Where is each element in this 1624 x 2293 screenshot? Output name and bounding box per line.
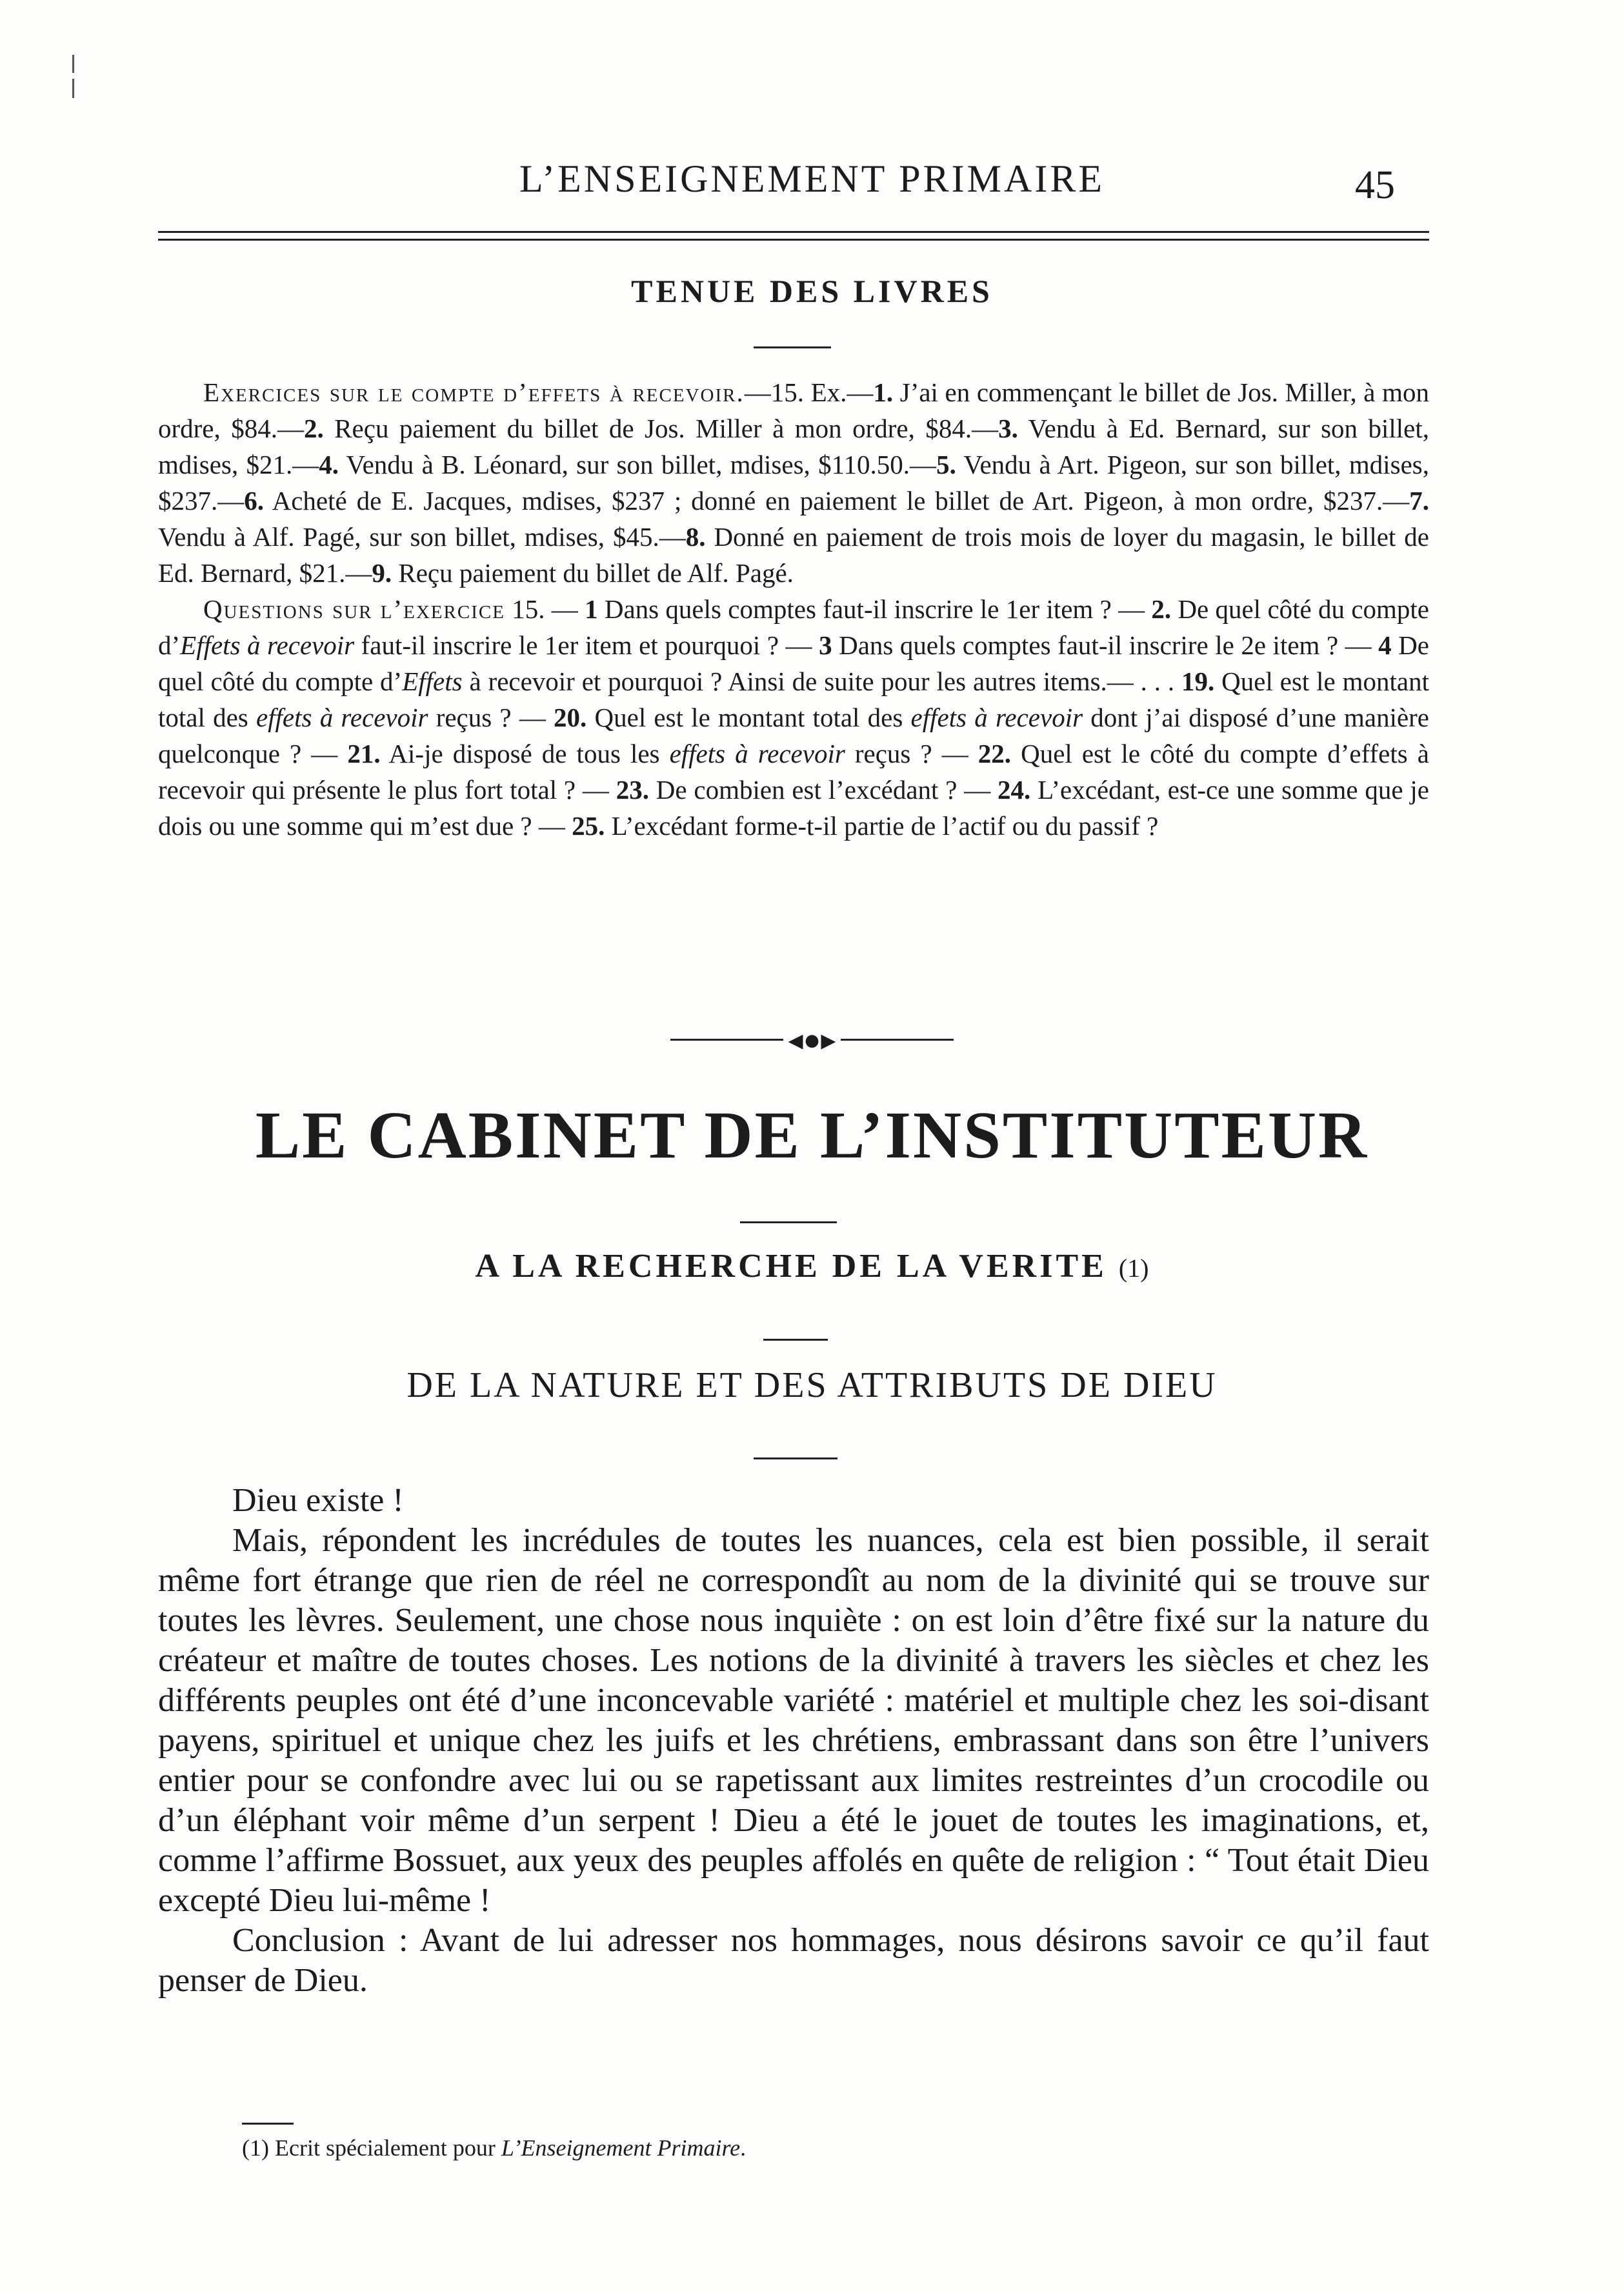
article-body [158, 1481, 1429, 2001]
questions-lead: Questions sur l’exercice [203, 594, 505, 624]
exercise-block [158, 374, 1429, 844]
ornament-mark: ◂●▸ [788, 1023, 836, 1057]
sub-sub-heading: DE LA NATURE ET DES ATTRIBUTS DE DIEU [406, 1365, 1218, 1405]
body-paragraph: Dieu existe ! [232, 1482, 404, 1519]
page-number: 45 [1355, 163, 1395, 207]
question-number: 22. [977, 739, 1012, 768]
header-rule-top [158, 231, 1429, 233]
scan-mark [72, 79, 74, 98]
main-title: LE CABINET DE L’INSTITUTEUR [255, 1098, 1369, 1172]
item-number: 2. [303, 414, 324, 443]
header-rule-bottom [158, 239, 1429, 241]
footnote-source: L’Enseignement Primaire [501, 2135, 741, 2161]
footnote-mark: (1) [242, 2135, 269, 2161]
question-number: 20. [554, 703, 587, 732]
item-number: 3. [998, 414, 1018, 443]
item-number: 9. [372, 558, 392, 588]
item-number: 8. [685, 522, 706, 552]
question-number: 25. [572, 811, 605, 841]
running-title: L’ENSEIGNEMENT PRIMAIRE [519, 157, 1105, 200]
question-number: 24. [997, 775, 1031, 805]
question-number: 19. [1181, 666, 1215, 696]
title-divider [740, 1221, 837, 1223]
section-divider [754, 346, 831, 348]
questions-paragraph: Questions sur l’exercice 15. — 1 Dans quels comptes faut-il inscrire le 1er item ? — 2. De quel côté du compte d’Effets à recevoir faut-il inscrire le 1er item et pourquoi ? — 3 Dans quels comptes faut-il inscrire le 2e item ? — 4 De quel côté du compte d’Effets à recevoir et pourquoi ? Ainsi de suite pour les autres items.— . . . 19. Quel est le montant total des effets à recevoir reçus ? — 20. Quel est le montant total des effets à recevoir dont j’ai disposé d’une manière quelconque ? — 21. Ai-je disposé de tous les effets à recevoir reçus ? — 22. Quel est le côté du compte d’effets à recevoir qui présente le plus fort total ? — 23. De combien est l’excédant ? — 24. L’excédant, est-ce une somme que je dois ou une somme qui m’est due ? — 25. L’excédant forme-t-il partie de l’actif ou du passif ? [158, 594, 1430, 841]
item-number: 5. [936, 450, 956, 479]
body-paragraph: Mais, répondent les incrédules de toutes les nuances, cela est bien possible, il serait même fort étrange que rien de réel ne correspondît au nom de la divinité qui se trouve sur toutes les lèvres. Seulement, une chose nous inquiète : on est loin d’être fixé sur la nature du créateur et maître de toutes choses. Les notions de la divinité à travers les siècles et chez les différents peuples ont été d’une inconcevable variété : matériel et multiple chez les soi-disant payens, spirituel et unique chez les juifs et les chrétiens, embrassant dans son être l’univers entier pour se confondre avec lui ou se rapetissant aux limites restreintes d’un crocodile ou d’un éléphant voir même d’un serpent ! Dieu a été le jouet de toutes les imaginations, et, comme l’affirme Bossuet, aux yeux des peuples affolés en quête de religion : “ Tout était Dieu excepté Dieu lui-même ! [158, 1522, 1429, 1919]
sub-heading: A LA RECHERCHE DE LA VERITE (1) [475, 1248, 1149, 1285]
sub-sub-heading-divider [754, 1457, 837, 1459]
question-number: 21. [347, 739, 381, 768]
scan-mark [72, 55, 74, 73]
item-number: 7. [1409, 486, 1429, 516]
question-number: 3 [819, 630, 832, 660]
question-number: 4 [1378, 630, 1392, 660]
exercise-paragraph: Exercices sur le compte d’effets à recevoir.—15. Ex.—1. J’ai en commençant le billet de Jos. Miller, à mon ordre, $84.—2. Reçu paiement du billet de Jos. Miller à mon ordre, $84.—3. Vendu à Ed. Bernard, sur son billet, mdises, $21.—4. Vendu à B. Léonard, sur son billet, mdises, $110.50.—5. Vendu à Art. Pigeon, sur son billet, mdises, $237.—6. Acheté de E. Jacques, mdises, $237 ; donné en paiement le billet de Art. Pigeon, à mon ordre, $237.—7. Vendu à Alf. Pagé, sur son billet, mdises, $45.—8. Donné en paiement de trois mois de loyer du magasin, le billet de Ed. Bernard, $21.—9. Reçu paiement du billet de Alf. Pagé. [158, 377, 1430, 588]
body-paragraph: Conclusion : Avant de lui adresser nos hommages, nous désirons savoir ce qu’il faut penser de Dieu. [158, 1922, 1429, 1999]
section-heading: TENUE DES LIVRES [631, 273, 993, 309]
item-number: 1. [873, 377, 894, 407]
footnote-rule [242, 2123, 294, 2125]
footnote: (1) Ecrit spécialement pour L’Enseignement Primaire. [242, 2135, 747, 2161]
question-number: 2. [1151, 594, 1172, 624]
ornament-line-right [841, 1039, 954, 1041]
item-number: 4. [319, 450, 339, 479]
footnote-ref: (1) [1118, 1254, 1149, 1283]
question-number: 1 [585, 594, 598, 624]
exercise-lead: Exercices sur le compte d’effets à recevoir. [203, 377, 745, 407]
question-number: 23. [616, 775, 649, 805]
sub-heading-divider [763, 1339, 828, 1341]
ornament-line-left [670, 1039, 783, 1041]
ornament-divider [0, 1019, 1624, 1057]
item-number: 6. [244, 486, 264, 516]
